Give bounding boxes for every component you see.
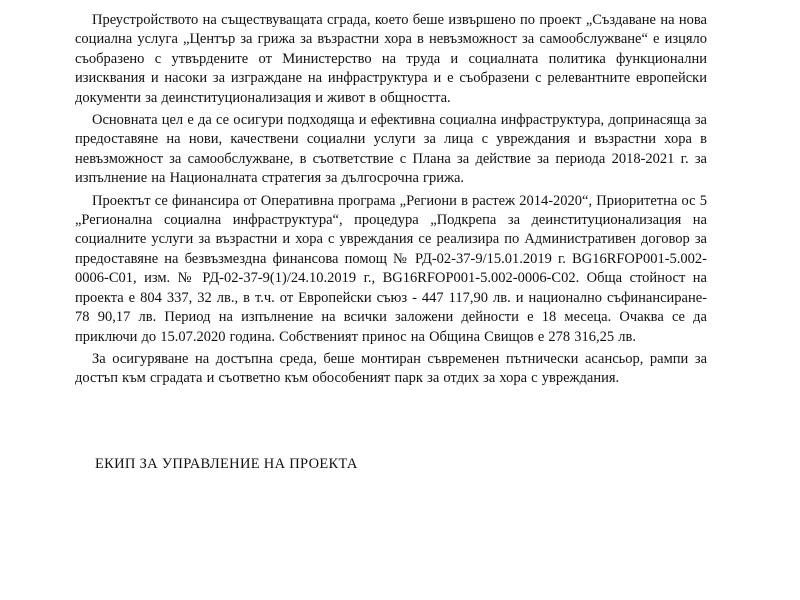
- document-body: [75, 11, 707, 389]
- project-team-signature: ЕКИП ЗА УПРАВЛЕНИЕ НА ПРОЕКТА: [95, 456, 358, 472]
- paragraph-financing: Проектът се финансира от Оперативна програма „Региони в растеж 2014-2020“, Приоритетна ос 5 „Регионална социална инфраструктура“, процедура „Подкрепа за деинституционализация на социалните услуги за възрастни и хора с увреждания се реализира по Административен договор за предоставяне на безвъзмездна финансова помощ № РД-02-37-9/15.01.2019 г. BG16RFOP001-5.002-0006-C01, изм. № РД-02-37-9(1)/24.10.2019 г., BG16RFOP001-5.002-0006-C02. Обща стойност на проекта е 804 337, 32 лв., в т.ч. от Европейски съюз - 447 117,90 лв. и национално съфинансиране- 78 90,17 лв. Период на изпълнение на всички заложени дейности е 18 месеца. Очаква се да приключи до 15.07.2020 година. Собственият принос на Община Свищов е 278 316,25 лв.: [75, 192, 707, 345]
- paragraph-main-goal: Основната цел е да се осигури подходяща и ефективна социална инфраструктура, допринасяща за предоставяне на нови, качествени социални услуги за лица с увреждания и възрастни хора в невъзможност за самообслужване, в съответствие с Плана за действие за периода 2018-2021 г. за изпълнение на Националната стратегия за дългосрочна грижа.: [75, 112, 707, 187]
- paragraph-accessibility: За осигуряване на достъпна среда, беше монтиран съвременен пътнически асансьор, рампи за достъп към сградата и съответно към обособеният парк за отдих за хора с увреждания.: [75, 350, 707, 387]
- paragraph-renovation: Преустройството на съществуващата сграда, което беше извършено по проект „Създаване на нова социална услуга „Център за грижа за възрастни хора в невъзможност за самообслужване“ е изцяло съобразено с утвърдените от Министерство на труда и социалната политика функционални изисквания и насоки за изграждане на инфраструктура и е съобразени с релевантните европейски документи за деинституционализация и живот в общността.: [75, 12, 707, 106]
